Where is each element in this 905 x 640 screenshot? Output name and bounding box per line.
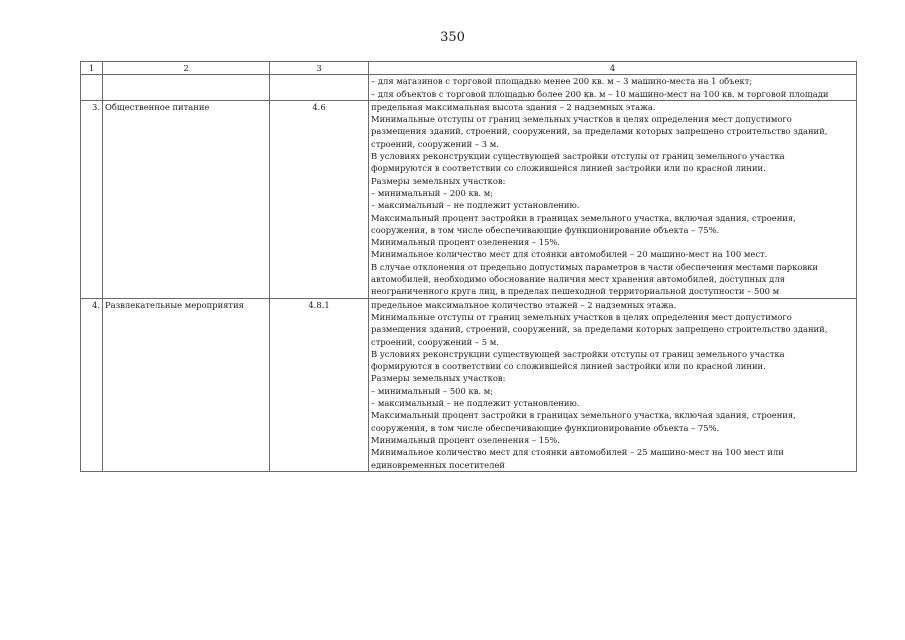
row-parameters (369, 298, 857, 471)
parameter-line: строений, сооружений – 5 м. (371, 336, 499, 347)
regulations-table (80, 61, 857, 472)
parameter-line: Минимальный процент озеленения – 15%. (371, 434, 561, 445)
header-cell-4: 4 (369, 62, 857, 75)
row-number: 3. (81, 100, 103, 298)
row-number: 4. (81, 298, 103, 471)
parameter-line: Минимальные отступы от границ земельных участков в целях определения мест допустимого (371, 114, 792, 125)
parameter-line: – для магазинов с торговой площадью менее 200 кв. м – 3 машино-места на 1 объект; (371, 76, 753, 87)
row-parameters (369, 100, 857, 298)
parameter-line: Минимальное количество мест для стоянки автомобилей – 25 машино-мест на 100 мест или (371, 447, 784, 458)
row-number (81, 75, 103, 101)
parameter-line: В условиях реконструкции существующей застройки отступы от границ земельного участка (371, 348, 785, 359)
parameter-line: Размеры земельных участков: (371, 373, 506, 384)
parameter-line: Минимальные отступы от границ земельных участков в целях определения мест допустимого (371, 311, 792, 322)
parameter-line: автомобилей, необходимо обоснование наличия мест хранения автомобилей, доступных для (371, 274, 785, 285)
parameter-line: В условиях реконструкции существующей застройки отступы от границ земельного участка (371, 151, 785, 162)
row-use-name: Общественное питание (103, 100, 270, 298)
parameter-line: сооружения, в том числе обеспечивающие функционирование объекта – 75%. (371, 422, 720, 433)
table-header-row (81, 62, 857, 75)
parameter-line: – максимальный – не подлежит установлению. (371, 398, 580, 409)
parameter-line: – минимальный – 200 кв. м; (371, 187, 494, 198)
parameter-line: размещения зданий, строений, сооружений, за пределами которых запрещено строительство зданий, (371, 126, 828, 137)
parameter-line: Минимальное количество мест для стоянки автомобилей – 20 машино-мест на 100 мест. (371, 249, 768, 260)
row-parameters (369, 75, 857, 101)
parameter-line: предельная максимальная высота здания – 2 надземных этажа. (371, 101, 656, 112)
parameter-line: Размеры земельных участков: (371, 175, 506, 186)
parameter-line: размещения зданий, строений, сооружений, за пределами которых запрещено строительство зданий, (371, 324, 828, 335)
parameter-line: – для объектов с торговой площадью более 200 кв. м – 10 машино-мест на 100 кв. м торговой площади (371, 88, 829, 99)
parameter-line: – минимальный – 500 кв. м; (371, 385, 494, 396)
parameter-line: Максимальный процент застройки в границах земельного участка, включая здания, строения, (371, 410, 796, 421)
parameter-line: – максимальный – не подлежит установлению. (371, 200, 580, 211)
parameter-line: неограниченного круга лиц, в пределах пешеходной территориальной доступности – 500 м (371, 286, 780, 297)
parameter-line: строений, сооружений – 3 м. (371, 138, 499, 149)
table-row (81, 75, 857, 101)
parameter-line: Максимальный процент застройки в границах земельного участка, включая здания, строения, (371, 212, 796, 223)
table-row (81, 100, 857, 298)
table-row (81, 298, 857, 471)
parameter-line: сооружения, в том числе обеспечивающие функционирование объекта – 75%. (371, 224, 720, 235)
header-cell-1: 1 (81, 62, 103, 75)
parameter-line: Минимальный процент озеленения – 15%. (371, 237, 561, 248)
parameter-line: В случае отклонения от предельно допустимых параметров в части обеспечения местами парковки (371, 261, 818, 272)
row-use-name (103, 75, 270, 101)
row-use-code (270, 75, 369, 101)
parameter-line: предельное максимальное количество этажей – 2 надземных этажа. (371, 299, 677, 310)
parameter-line: формируются в соответствии со сложившейся линией застройки или по красной линии. (371, 163, 766, 174)
page-number: 350 (440, 30, 465, 45)
parameter-line: единовременных посетителей (371, 459, 505, 470)
row-use-name: Развлекательные мероприятия (103, 298, 270, 471)
parameter-line: формируются в соответствии со сложившейся линией застройки или по красной линии. (371, 361, 766, 372)
row-use-code: 4.6 (270, 100, 369, 298)
header-cell-3: 3 (270, 62, 369, 75)
row-use-code: 4.8.1 (270, 298, 369, 471)
header-cell-2: 2 (103, 62, 270, 75)
